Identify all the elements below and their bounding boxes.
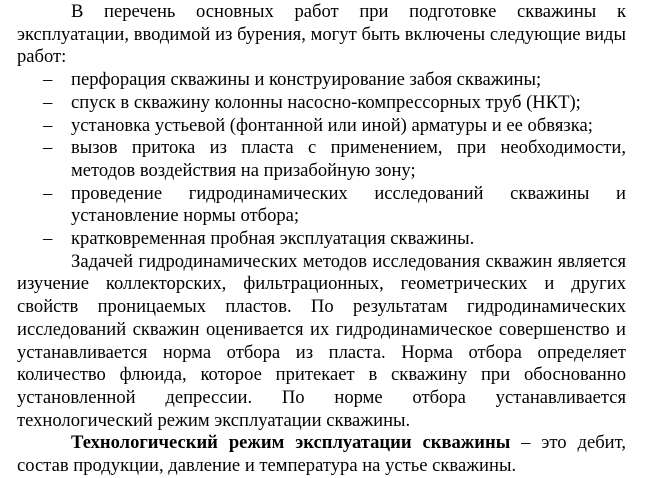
list-dash: – xyxy=(43,182,53,204)
list-item-text: установка устьевой (фонтанной или иной) арматуры и ее обвязка; xyxy=(71,114,593,136)
list-item xyxy=(0,137,626,182)
definition-term: Технологический режим эксплуатации скважины xyxy=(71,432,511,454)
list-dash: – xyxy=(43,228,53,250)
list-item xyxy=(0,183,626,228)
hydrodynamic-paragraph: Задачей гидродинамических методов исследования скважин является изучение коллекторских, фильтрационных, геометрических и других свойств проницаемых пластов. По результатам гидродинамических исследований скважин оценивается их гидродинамическое совершенство и устанавливается норма отбора из пласта. Норма отбора определяет количество флюида, которое притекает в скважину при обоснованно установленной депрессии. По норме отбора устанавливается технологический режим эксплуатации скважины. xyxy=(17,250,626,431)
list-item-text: проведение гидродинамических исследований скважины и установление нормы отбора; xyxy=(71,182,626,227)
list-item-text: кратковременная пробная эксплуатация скважины. xyxy=(71,228,475,250)
list-item-text: спуск в скважину колонны насосно-компрессорных труб (НКТ); xyxy=(71,91,581,113)
list-item xyxy=(0,228,626,251)
list-item-text: вызов притока из пласта с применением, при необходимости, методов воздействия на призабойную зону; xyxy=(71,137,626,181)
list-dash: – xyxy=(43,114,53,136)
list-dash: – xyxy=(43,91,53,113)
list-item-text: перфорация скважины и конструирование забоя скважины; xyxy=(71,69,542,91)
list-dash: – xyxy=(43,69,53,91)
definition-paragraph xyxy=(0,432,648,477)
intro-paragraph: В перечень основных работ при подготовке скважины к эксплуатации, вводимой из бурения, могут быть включены следующие виды работ: xyxy=(17,1,626,68)
definition-text: – это дебит, состав продукции, давление и температура на устье скважины. xyxy=(17,432,627,477)
work-list xyxy=(0,69,648,251)
list-item xyxy=(0,69,626,92)
list-item xyxy=(0,115,626,138)
list-item xyxy=(0,92,626,115)
list-dash: – xyxy=(43,137,53,159)
